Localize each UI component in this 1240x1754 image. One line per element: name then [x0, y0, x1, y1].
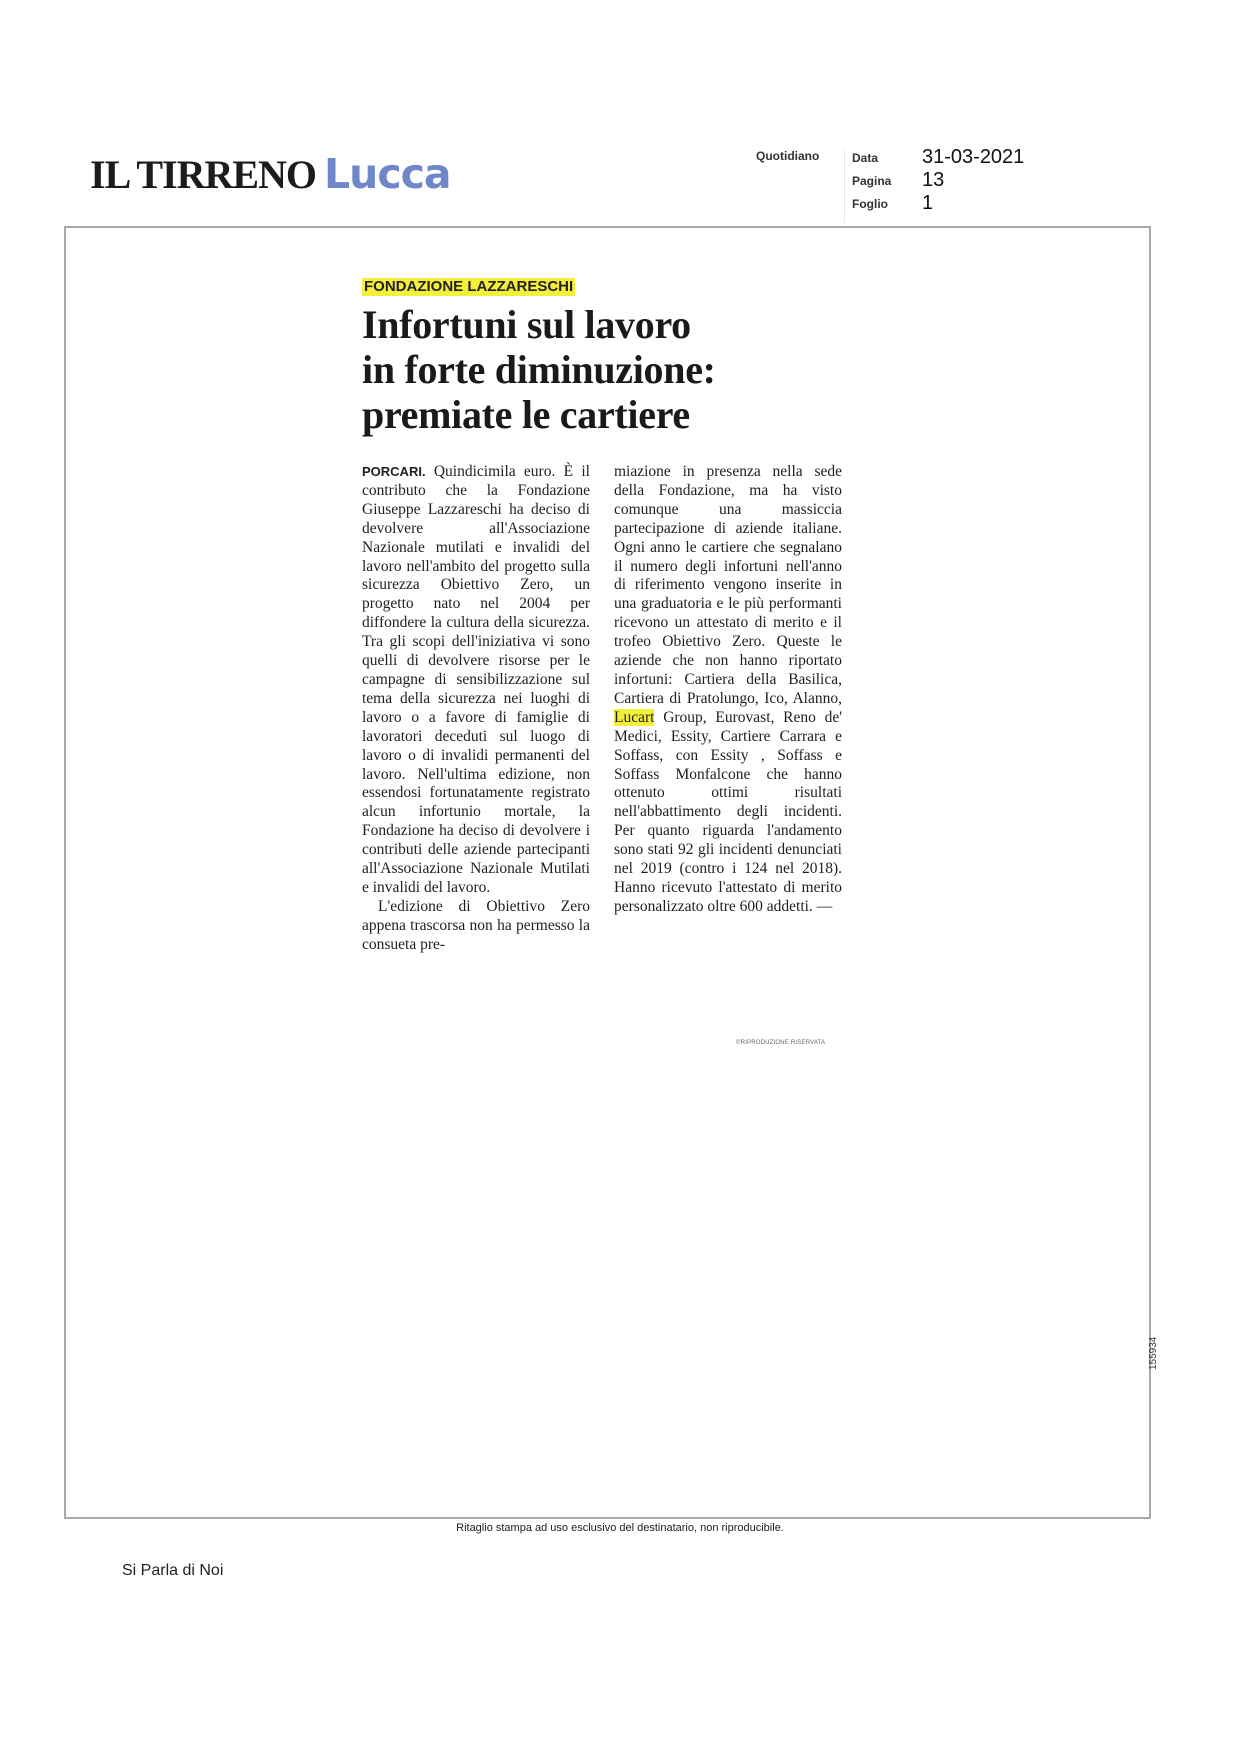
footer-section-label: Si Parla di Noi: [122, 1562, 224, 1579]
edition-name: Lucca: [324, 150, 451, 198]
meta-page-row: [852, 169, 944, 192]
newspaper-name: IL TIRRENO: [90, 152, 317, 197]
page-value: 13: [922, 169, 945, 191]
meta-divider: [844, 150, 845, 223]
headline-line: Infortuni sul lavoro: [362, 302, 691, 347]
article-headline: [362, 302, 862, 437]
date-value: 31-03-2021: [922, 146, 1025, 168]
article-kicker: FONDAZIONE LAZZARESCHI: [364, 278, 574, 295]
meta-date-row: [852, 146, 1024, 169]
sheet-value: 1: [922, 192, 934, 214]
paragraph-text: Group, Eurovast, Reno de' Medici, Essity, Cartiere Carrara e Soffass, con Essity , Soffass e Soffass Monfalcone che hanno ottenuto ottimi risultati nell'abbattimento degli incidenti. Per quanto riguarda l'andamento sono stati 92 gli incidenti denunciati nel 2019 (contro i 124 nel 2018). Hanno ricevuto l'attestato di merito personalizzato oltre 600 addetti. —: [614, 708, 842, 915]
copyright-notice: ©RIPRODUZIONE RISERVATA: [736, 1040, 826, 1046]
highlighted-company: Lucart: [614, 708, 655, 726]
paragraph-text: miazione in presenza nella sede della Fondazione, ma ha visto comunque una massiccia partecipazione di aziende italiane. Ogni anno le cartiere che segnalano il numero degli infortuni nell'anno di riferimento vengono inserite in una graduatoria e le più performanti ricevono un attestato di merito e il trofeo Obiettivo Zero. Queste le aziende che non hanno riportato infortuni: Cartiera della Basilica, Cartiera di Pratolungo, Ico, Alanno,: [614, 463, 842, 707]
newspaper-logo: [90, 150, 451, 198]
article-paragraph: [362, 463, 590, 898]
clipping-disclaimer: Ritaglio stampa ad uso esclusivo del destinatario, non riproducibile.: [456, 1522, 784, 1534]
article-column-2: [614, 463, 842, 917]
article-paragraph: [614, 463, 842, 917]
headline-line: premiate le cartiere: [362, 392, 690, 437]
publication-type: Quotidiano: [756, 149, 820, 163]
page-label: Pagina: [852, 173, 892, 188]
article-paragraph: L'edizione di Obiettivo Zero appena trascorsa non ha permesso la consueta pre-: [362, 897, 590, 953]
article-column-1: [362, 463, 590, 955]
dateline-place: PORCARI.: [362, 464, 426, 479]
clipping-code: 155934: [1148, 1336, 1159, 1370]
paragraph-text: Quindicimila euro. È il contributo che la Fondazione Giuseppe Lazzareschi ha deciso di devolvere all'Associazione Nazionale mutilati e invalidi del lavoro nell'ambito del progetto sulla sicurezza Obiettivo Zero, un progetto nato nel 2004 per diffondere la cultura della sicurezza. Tra gli scopi dell'iniziativa vi sono quelli di devolvere risorse per le campagne di sensibilizzazione sul tema della sicurezza nei luoghi di lavoro o a favore di famiglie di lavoratori deceduti sul luogo di lavoro o di invalidi permanenti del lavoro. Nell'ultima edizione, non essendosi fortunatamente registrato alcun infortunio mortale, la Fondazione ha deciso di devolvere i contributi delle aziende partecipanti all'Associazione Nazionale Mutilati e invalidi del lavoro.: [362, 463, 590, 896]
headline-line: in forte diminuzione:: [362, 347, 716, 392]
sheet-label: Foglio: [852, 196, 888, 211]
date-label: Data: [852, 150, 879, 165]
meta-sheet-row: [852, 192, 933, 215]
